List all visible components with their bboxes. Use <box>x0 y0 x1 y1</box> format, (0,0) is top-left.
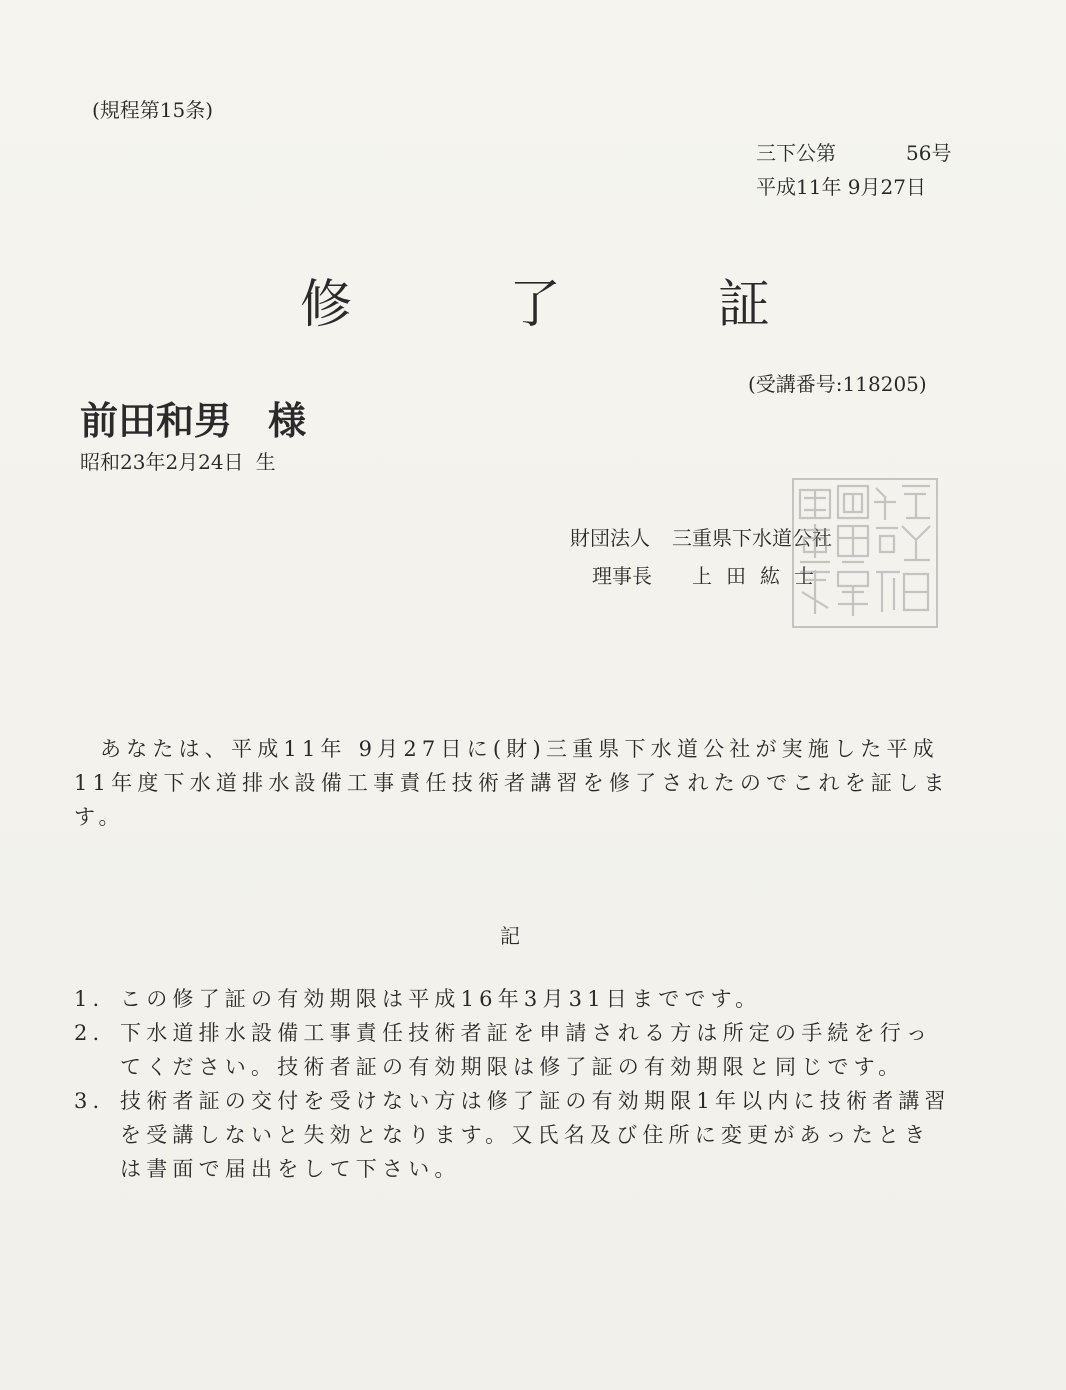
enrollment-number: (受講番号:118205) <box>748 372 927 396</box>
issuer-title: 理事長 <box>592 564 652 588</box>
issue-number <box>756 137 951 166</box>
recipient-name <box>80 390 306 445</box>
note-item-2 <box>74 1016 954 1084</box>
note-text: 下水道排水設備工事責任技術者証を申請される方は所定の手続を行ってください。技術者証の有効期限は修了証の有効期限と同じです。 <box>120 1021 933 1079</box>
regulation-reference: (規程第15条) <box>92 98 214 122</box>
note-number: 3. <box>74 1089 105 1113</box>
recipient-name-text: 前田和男 <box>80 399 233 443</box>
title-char-1: 修 <box>300 275 353 335</box>
issue-date: 平成11年 9月27日 <box>756 175 926 199</box>
issuer-name: 上田紘士 <box>692 564 828 588</box>
issue-number-value: 56号 <box>906 141 952 165</box>
document-title <box>300 262 770 337</box>
note-item-1 <box>74 982 954 1016</box>
recipient-honorific: 様 <box>268 399 307 443</box>
certification-statement <box>74 732 954 834</box>
note-text: この修了証の有効期限は平成16年3月31日までです。 <box>120 987 762 1011</box>
issuer-org-name: 三重県下水道公社 <box>672 526 832 550</box>
notes-heading: 記 <box>500 924 520 948</box>
issuer-org-type: 財団法人 <box>570 526 650 550</box>
notes-list <box>74 982 954 1186</box>
title-char-3: 証 <box>717 275 770 335</box>
note-item-3 <box>74 1084 954 1186</box>
note-number: 2. <box>74 1021 105 1045</box>
note-text: 技術者証の交付を受けない方は修了証の有効期限1年以内に技術者講習を受講しないと失効となります。又氏名及び住所に変更があったときは書面で届出をして下さい。 <box>120 1089 951 1181</box>
seal-glyphs <box>800 486 930 616</box>
title-char-2: 了 <box>508 275 561 335</box>
birth-date <box>80 446 276 475</box>
note-number: 1. <box>74 987 105 1011</box>
official-seal-stamp <box>790 476 940 630</box>
certification-statement-text: あなたは、平成11年 9月27日に(財)三重県下水道公社が実施した平成11年度下水道排水設備工事責任技術者講習を修了されたのでこれを証します。 <box>74 737 950 829</box>
birth-suffix: 生 <box>255 450 276 474</box>
birth-date-text: 昭和23年2月24日 <box>80 450 244 474</box>
issue-prefix: 三下公第 <box>756 141 836 165</box>
